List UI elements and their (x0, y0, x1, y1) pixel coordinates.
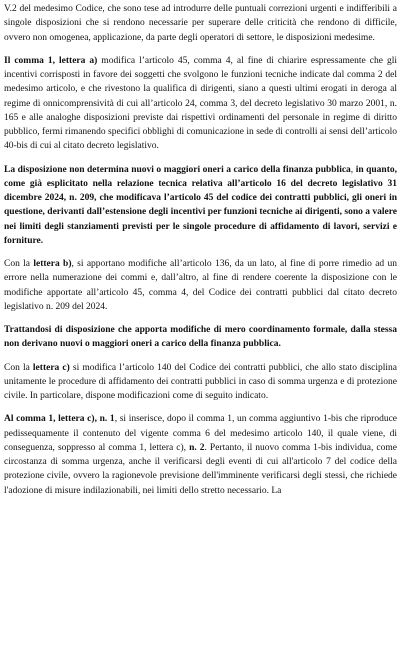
paragraph-oneri-a (4, 163, 397, 249)
paragraph-lettera-c (4, 361, 397, 404)
text-run-bold: n. 2 (189, 442, 205, 453)
text-run: Con la (4, 259, 34, 269)
paragraph-intro (4, 2, 397, 45)
text-run-bold: Il comma 1, lettera a) (4, 55, 98, 66)
text-run-bold: in quanto, come già esplicitato nella relazione tecnica relativa all’articolo 16 del decreto legislativo 31 dicembre 2024, n. 209, che modificava l’articolo 45 del codice dei contratti pubblici, gli oneri in questione, derivanti dall’estensione degli incentivi per funzioni tecniche ai dirigenti, sono a valere nei limiti degli stanziamenti previsti per le singole procedure di affidamento di lavori, servizi e forniture. (4, 164, 398, 246)
text-run: si modifica l’articolo 140 del Codice dei contratti pubblici, che allo stato disciplina unitamente le procedure di affidamento dei contratti pubblici in caso di somma urgenza e di protezione civile. In particolare, dispone modificazioni come di seguito indicato. (4, 362, 397, 401)
text-run: , si apportano modifiche all’articolo 136, da un lato, al fine di porre rimedio ad un errore nella numerazione dei commi e, dall’altro, al fine di rendere coerente la disposizione con le modifiche apportate all’articolo 45, comma 4, del Codice dei contratti pubblici dal citato decreto legislativo n. 209 del 2024. (4, 259, 397, 312)
text-run-bold: lettera c) (32, 362, 70, 373)
paragraph-comma-1-lettera-c (4, 412, 397, 498)
text-run-bold: lettera b) (33, 259, 72, 269)
paragraph-lettera-a (4, 54, 397, 154)
paragraph-oneri-b (4, 323, 397, 352)
text-run: modifica l’articolo 45, comma 4, al fine di chiarire espressamente che gli incentivi corrisposti in favore dei soggetti che svolgono le funzioni tecniche indicate dal comma 2 del medesimo articolo, e che rivestono la qualifica di dirigenti, siano a questi ultimi erogati in deroga al regime di onnicomprensività di cui all’articolo 24, comma 3, del decreto legislativo 30 marzo 2001, n. 165 e alle analoghe disposizioni previste dai rispettivi ordinamenti del personale in regime di diritto pubblico, fermi rimanendo specifici obblighi di comunicazione in sede di controlli ai sensi dell’articolo 40-bis di cui al citato decreto legislativo. (4, 55, 397, 152)
text-run-bold: Al comma 1, lettera c), n. 1 (4, 414, 115, 425)
paragraph-lettera-b (4, 257, 397, 314)
text-run: , (350, 164, 356, 175)
text-run: . Pertanto, il nuovo comma 1-bis individua, come circostanza di somma urgenza, anche il verificarsi degli eventi di cui all'articolo 7 del codice della protezione civile, ovvero la ragionevole previsione dell'imminente verificarsi degli stessi, che richiede l'adozione di misure indilazionabili, nei limiti dello stretto necessario. La (4, 442, 397, 496)
text-run: , si inserisce, dopo il comma 1, un comma aggiuntivo 1-bis che riproduce pedissequamente il contenuto del vigente comma 6 del medesimo articolo 140, il quale viene, di conseguenza, soppresso al comma 1, lettera c), (4, 414, 398, 453)
text-run: V.2 del medesimo Codice, che sono tese ad introdurre delle puntuali correzioni urgenti e indifferibili a singole disposizioni che si rendono necessarie per superare delle criticità che rendono di difficile, ovvero non omogenea, applicazione, da parte degli operatori di settore, le disposizioni medesime. (4, 4, 397, 43)
text-run-bold: Trattandosi di disposizione che apporta modifiche di mero coordinamento formale, dalla stessa non derivano nuovi o maggiori oneri a carico della finanza pubblica. (4, 325, 397, 350)
text-run-bold: La disposizione non determina nuovi o maggiori oneri a carico della finanza pubblica (4, 164, 351, 175)
text-run: Con la (4, 362, 33, 373)
